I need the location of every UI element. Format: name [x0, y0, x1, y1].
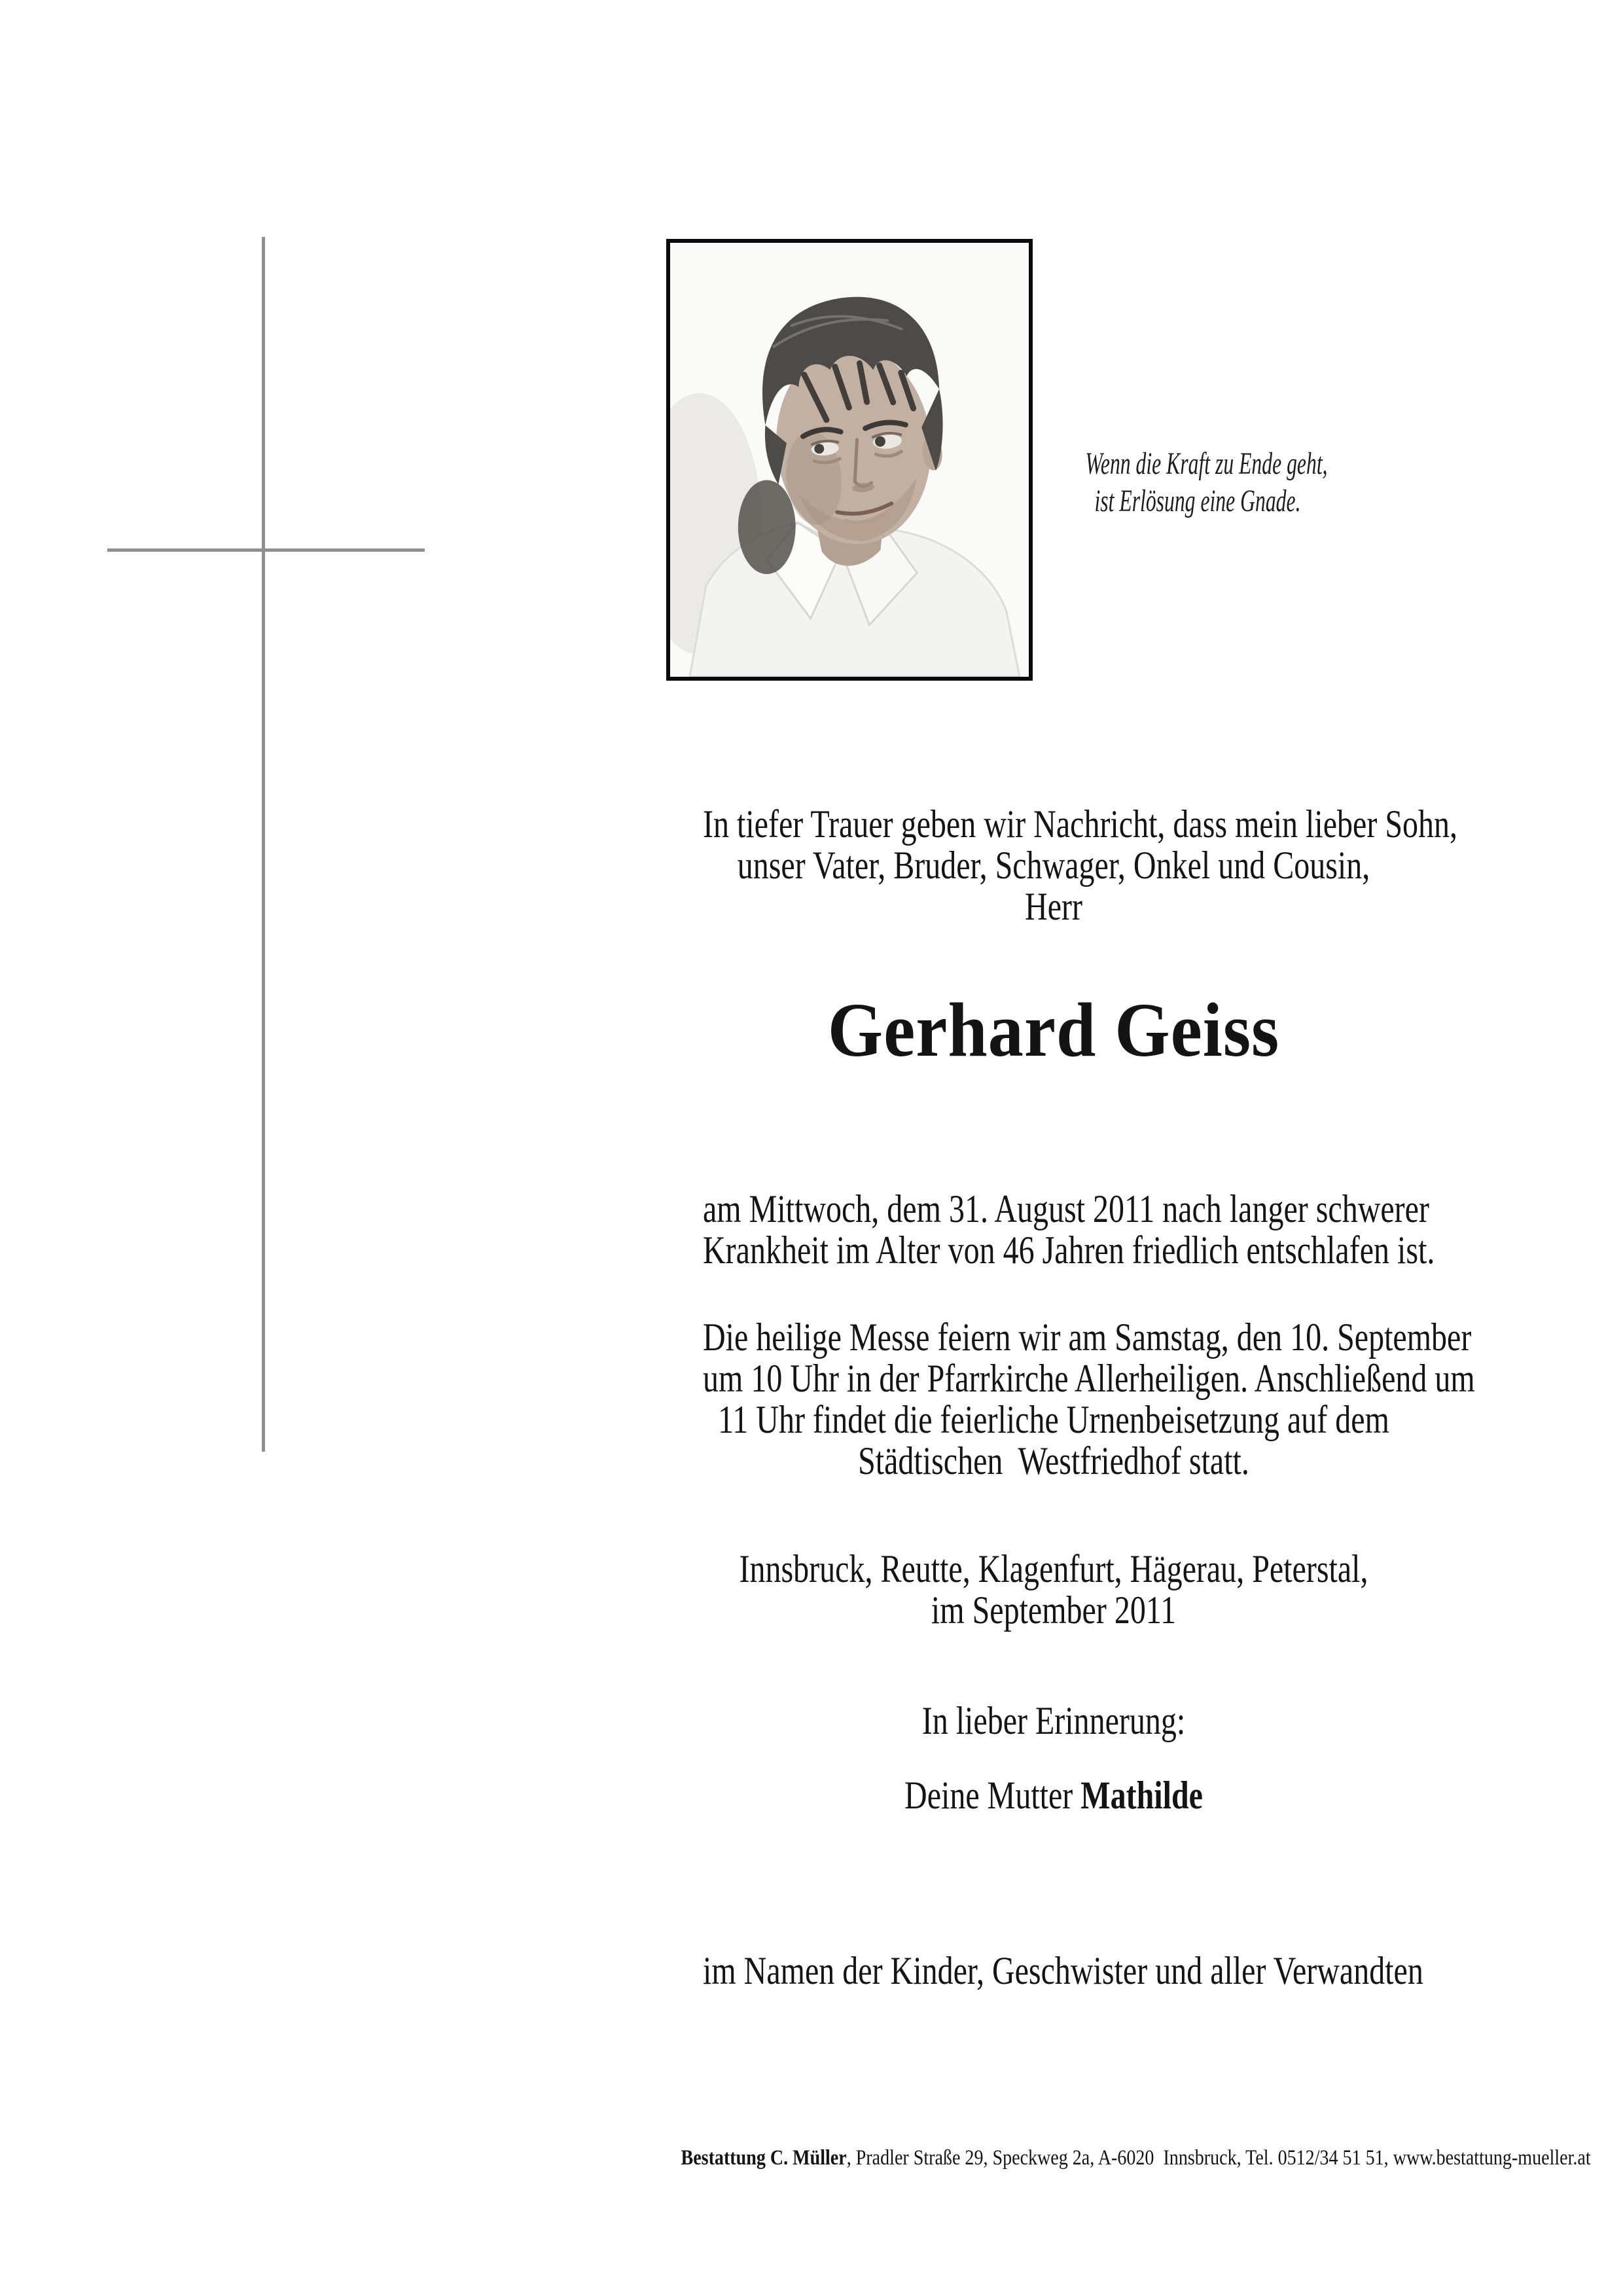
mother-line [615, 1775, 1492, 1816]
cross-horizontal-bar [107, 548, 425, 552]
death-info-paragraph [615, 1189, 1492, 1271]
mother-prefix: Deine Mutter [904, 1774, 1081, 1817]
remembrance-heading: In lieber Erinnerung: [921, 1699, 1186, 1742]
deceased-name: Gerhard Geiss [827, 987, 1280, 1073]
service-info-line: um 10 Uhr in der Pfarrkirche Allerheiligen. Anschließend um [703, 1357, 1475, 1400]
condolence-quote [1085, 445, 1328, 520]
announcement-line: In tiefer Trauer geben wir Nachricht, dass mein lieber Sohn, [703, 802, 1458, 846]
quote-line: Wenn die Kraft zu Ende geht, [1085, 446, 1328, 481]
portrait-illustration [670, 243, 1029, 677]
cross-vertical-bar [262, 237, 265, 1452]
death-info-line: am Mittwoch, dem 31. August 2011 nach langer schwerer [703, 1187, 1429, 1230]
service-info-line: Die heilige Messe feiern wir am Samstag, den 10. September [703, 1316, 1472, 1359]
quote-line: ist Erlösung eine Gnade. [1094, 484, 1301, 518]
funeral-home-name: Bestattung C. Müller [681, 2146, 847, 2170]
announcement-line: Herr [1025, 885, 1082, 928]
funeral-home-details: , Pradler Straße 29, Speckweg 2a, A-6020 Innsbruck, Tel. 0512/34 51 51, www.bestattung-mueller.at [846, 2146, 1591, 2170]
service-info-line: Städtischen Westfriedhof statt. [858, 1439, 1249, 1482]
places-line: im September 2011 [931, 1588, 1177, 1632]
relatives-line: im Namen der Kinder, Geschwister und aller Verwandten [703, 1949, 1423, 1992]
death-info-line: Krankheit im Alter von 46 Jahren friedlich entschlafen ist. [703, 1229, 1435, 1272]
announcement-line: unser Vater, Bruder, Schwager, Onkel und Cousin, [737, 844, 1370, 887]
service-info-paragraph [615, 1317, 1492, 1482]
service-info-line: 11 Uhr findet die feierliche Urnenbeisetzung auf dem [718, 1398, 1389, 1441]
mother-name: Mathilde [1080, 1774, 1203, 1817]
funeral-home-footer [615, 2145, 1591, 2170]
portrait-photo [666, 239, 1033, 681]
announcement-paragraph [615, 804, 1492, 927]
places-date-paragraph [615, 1549, 1492, 1631]
places-line: Innsbruck, Reutte, Klagenfurt, Hägerau, Peterstal, [739, 1547, 1368, 1590]
